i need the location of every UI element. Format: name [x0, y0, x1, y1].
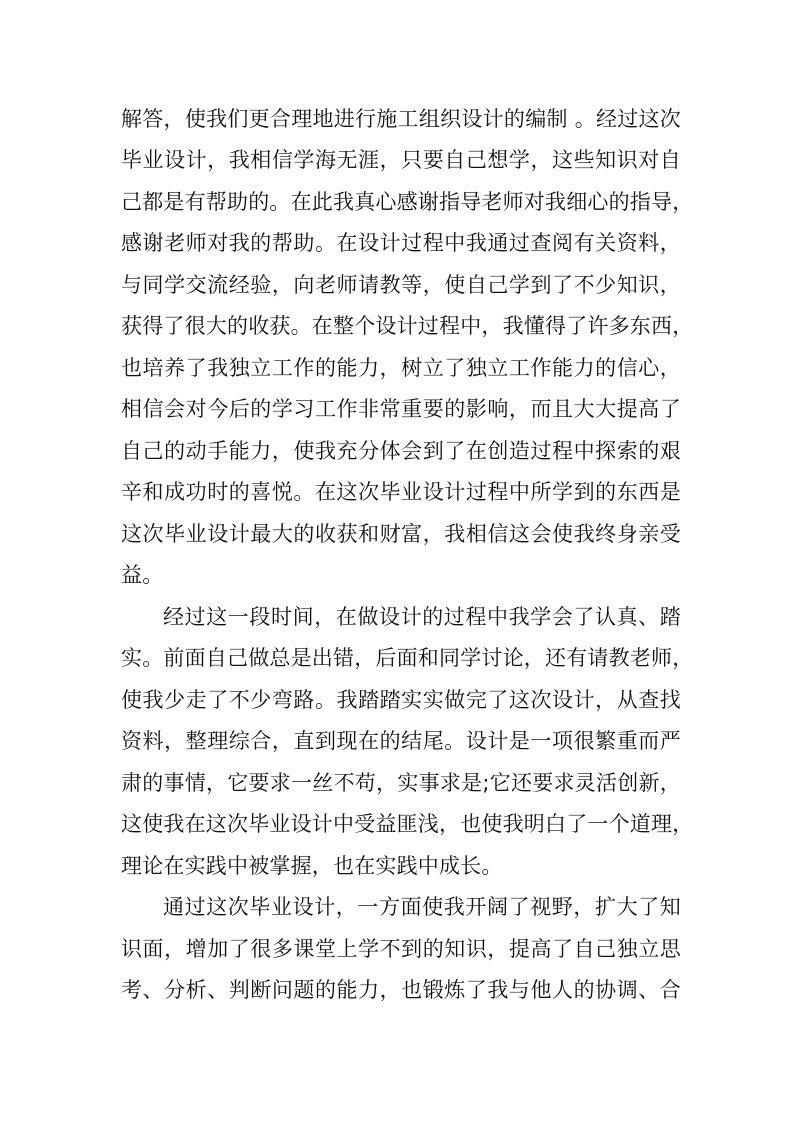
text-line: 己都是有帮助的。在此我真心感谢指导老师对我细心的指导，	[121, 190, 694, 214]
text-line: 考、分析、判断问题的能力，也锻炼了我与他人的协调、合	[121, 978, 681, 1002]
text-line: 这次毕业设计最大的收获和财富，我相信这会使我终身亲受	[121, 522, 681, 546]
text-line: 实。前面自己做总是出错，后面和同学讨论，还有请教老师，	[121, 646, 694, 670]
text-line: 识面，增加了很多课堂上学不到的知识，提高了自己独立思	[121, 937, 681, 961]
text-line: 使我少走了不少弯路。我踏踏实实做完了这次设计，从查找	[121, 688, 681, 712]
paragraph-first-line: 通过这次毕业设计，一方面使我开阔了视野，扩大了知	[163, 895, 681, 919]
text-line: 理论在实践中被掌握，也在实践中成长。	[121, 854, 503, 878]
text-line: 感谢老师对我的帮助。在设计过程中我通过查阅有关资料，	[121, 231, 681, 255]
text-line: 自己的动手能力，使我充分体会到了在创造过程中探索的艰	[121, 439, 681, 463]
text-line: 肃的事情，它要求一丝不苟，实事求是;它还要求灵活创新，	[121, 771, 681, 795]
text-line: 资料，整理综合，直到现在的结尾。设计是一项很繁重而严	[121, 729, 681, 753]
text-line: 与同学交流经验，向老师请教等，使自己学到了不少知识，	[121, 273, 681, 297]
text-line: 获得了很大的收获。在整个设计过程中，我懂得了许多东西，	[121, 314, 694, 338]
text-line: 解答，使我们更合理地进行施工组织设计的编制 。经过这次	[121, 107, 681, 131]
text-line: 也培养了我独立工作的能力，树立了独立工作能力的信心，	[121, 356, 681, 380]
paragraph-first-line: 经过这一段时间，在做设计的过程中我学会了认真、踏	[163, 605, 681, 629]
text-line: 辛和成功时的喜悦。在这次毕业设计过程中所学到的东西是	[121, 480, 681, 504]
text-line: 毕业设计，我相信学海无涯，只要自己想学，这些知识对自	[121, 148, 681, 172]
text-line: 相信会对今后的学习工作非常重要的影响，而且大大提高了	[121, 397, 681, 421]
text-line: 益。	[121, 563, 164, 587]
text-line: 这使我在这次毕业设计中受益匪浅，也使我明白了一个道理，	[121, 812, 694, 836]
